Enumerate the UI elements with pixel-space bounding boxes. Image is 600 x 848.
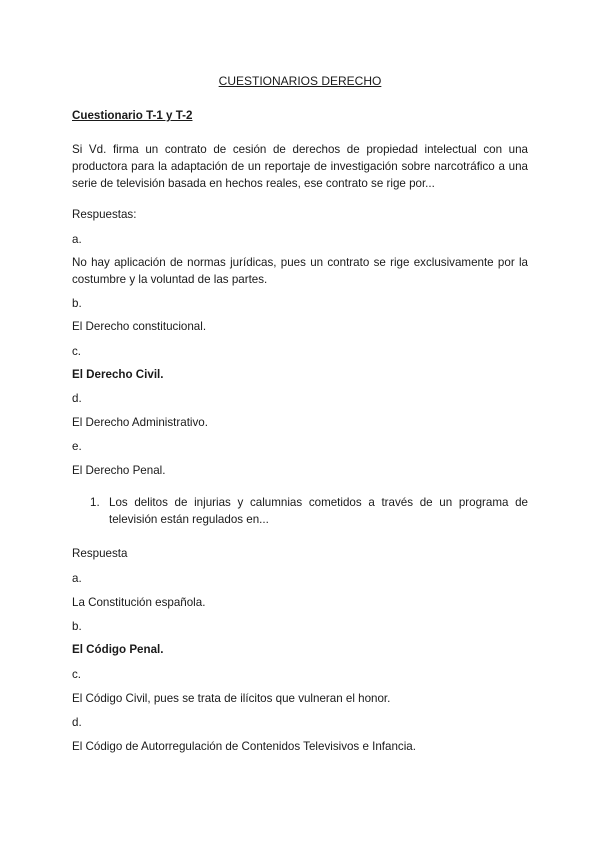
question-2-option-b-text-correct: El Código Penal. (72, 643, 164, 656)
question-2-text: Los delitos de injurias y calumnias cometidos a través de un programa de televisión están regulados en... (109, 496, 528, 526)
question-1-option-b-text: El Derecho constitucional. (72, 320, 207, 333)
question-1-option-e-letter: e. (72, 440, 82, 453)
question-1-option-d-letter: d. (72, 392, 82, 405)
question-2-option-d-text: El Código de Autorregulación de Contenidos Televisivos e Infancia. (72, 740, 416, 753)
question-2-answers-label: Respuesta (72, 547, 128, 560)
document-subtitle: Cuestionario T-1 y T-2 (72, 109, 193, 122)
question-2-option-c-text: El Código Civil, pues se trata de ilícitos que vulneran el honor. (72, 692, 391, 705)
question-2-option-a-letter: a. (72, 572, 82, 585)
document-title: CUESTIONARIOS DERECHO (218, 74, 382, 88)
question-2-option-d-letter: d. (72, 716, 82, 729)
question-2-option-c-letter: c. (72, 668, 82, 681)
question-1-option-d-text: El Derecho Administrativo. (72, 416, 208, 429)
question-1-option-c-text-correct: El Derecho Civil. (72, 368, 164, 381)
question-1-option-e-text: El Derecho Penal. (72, 464, 166, 477)
question-1-answers-label: Respuestas: (72, 208, 137, 221)
question-2-number: 1. (90, 496, 100, 509)
question-1-option-a-text: No hay aplicación de normas jurídicas, pues un contrato se rige exclusivamente por la costumbre y la voluntad de las partes. (72, 256, 528, 286)
question-2-option-a-text: La Constitución española. (72, 596, 206, 609)
question-1-option-b-letter: b. (72, 297, 82, 310)
question-1-option-a-letter: a. (72, 233, 82, 246)
question-1-text: Si Vd. firma un contrato de cesión de derechos de propiedad intelectual con una productora para la adaptación de un reportaje de investigación sobre narcotráfico a una serie de televisión basada en hechos reales, ese contrato se rige por... (72, 143, 528, 190)
question-1-option-c-letter: c. (72, 345, 82, 358)
question-2-option-b-letter: b. (72, 620, 82, 633)
